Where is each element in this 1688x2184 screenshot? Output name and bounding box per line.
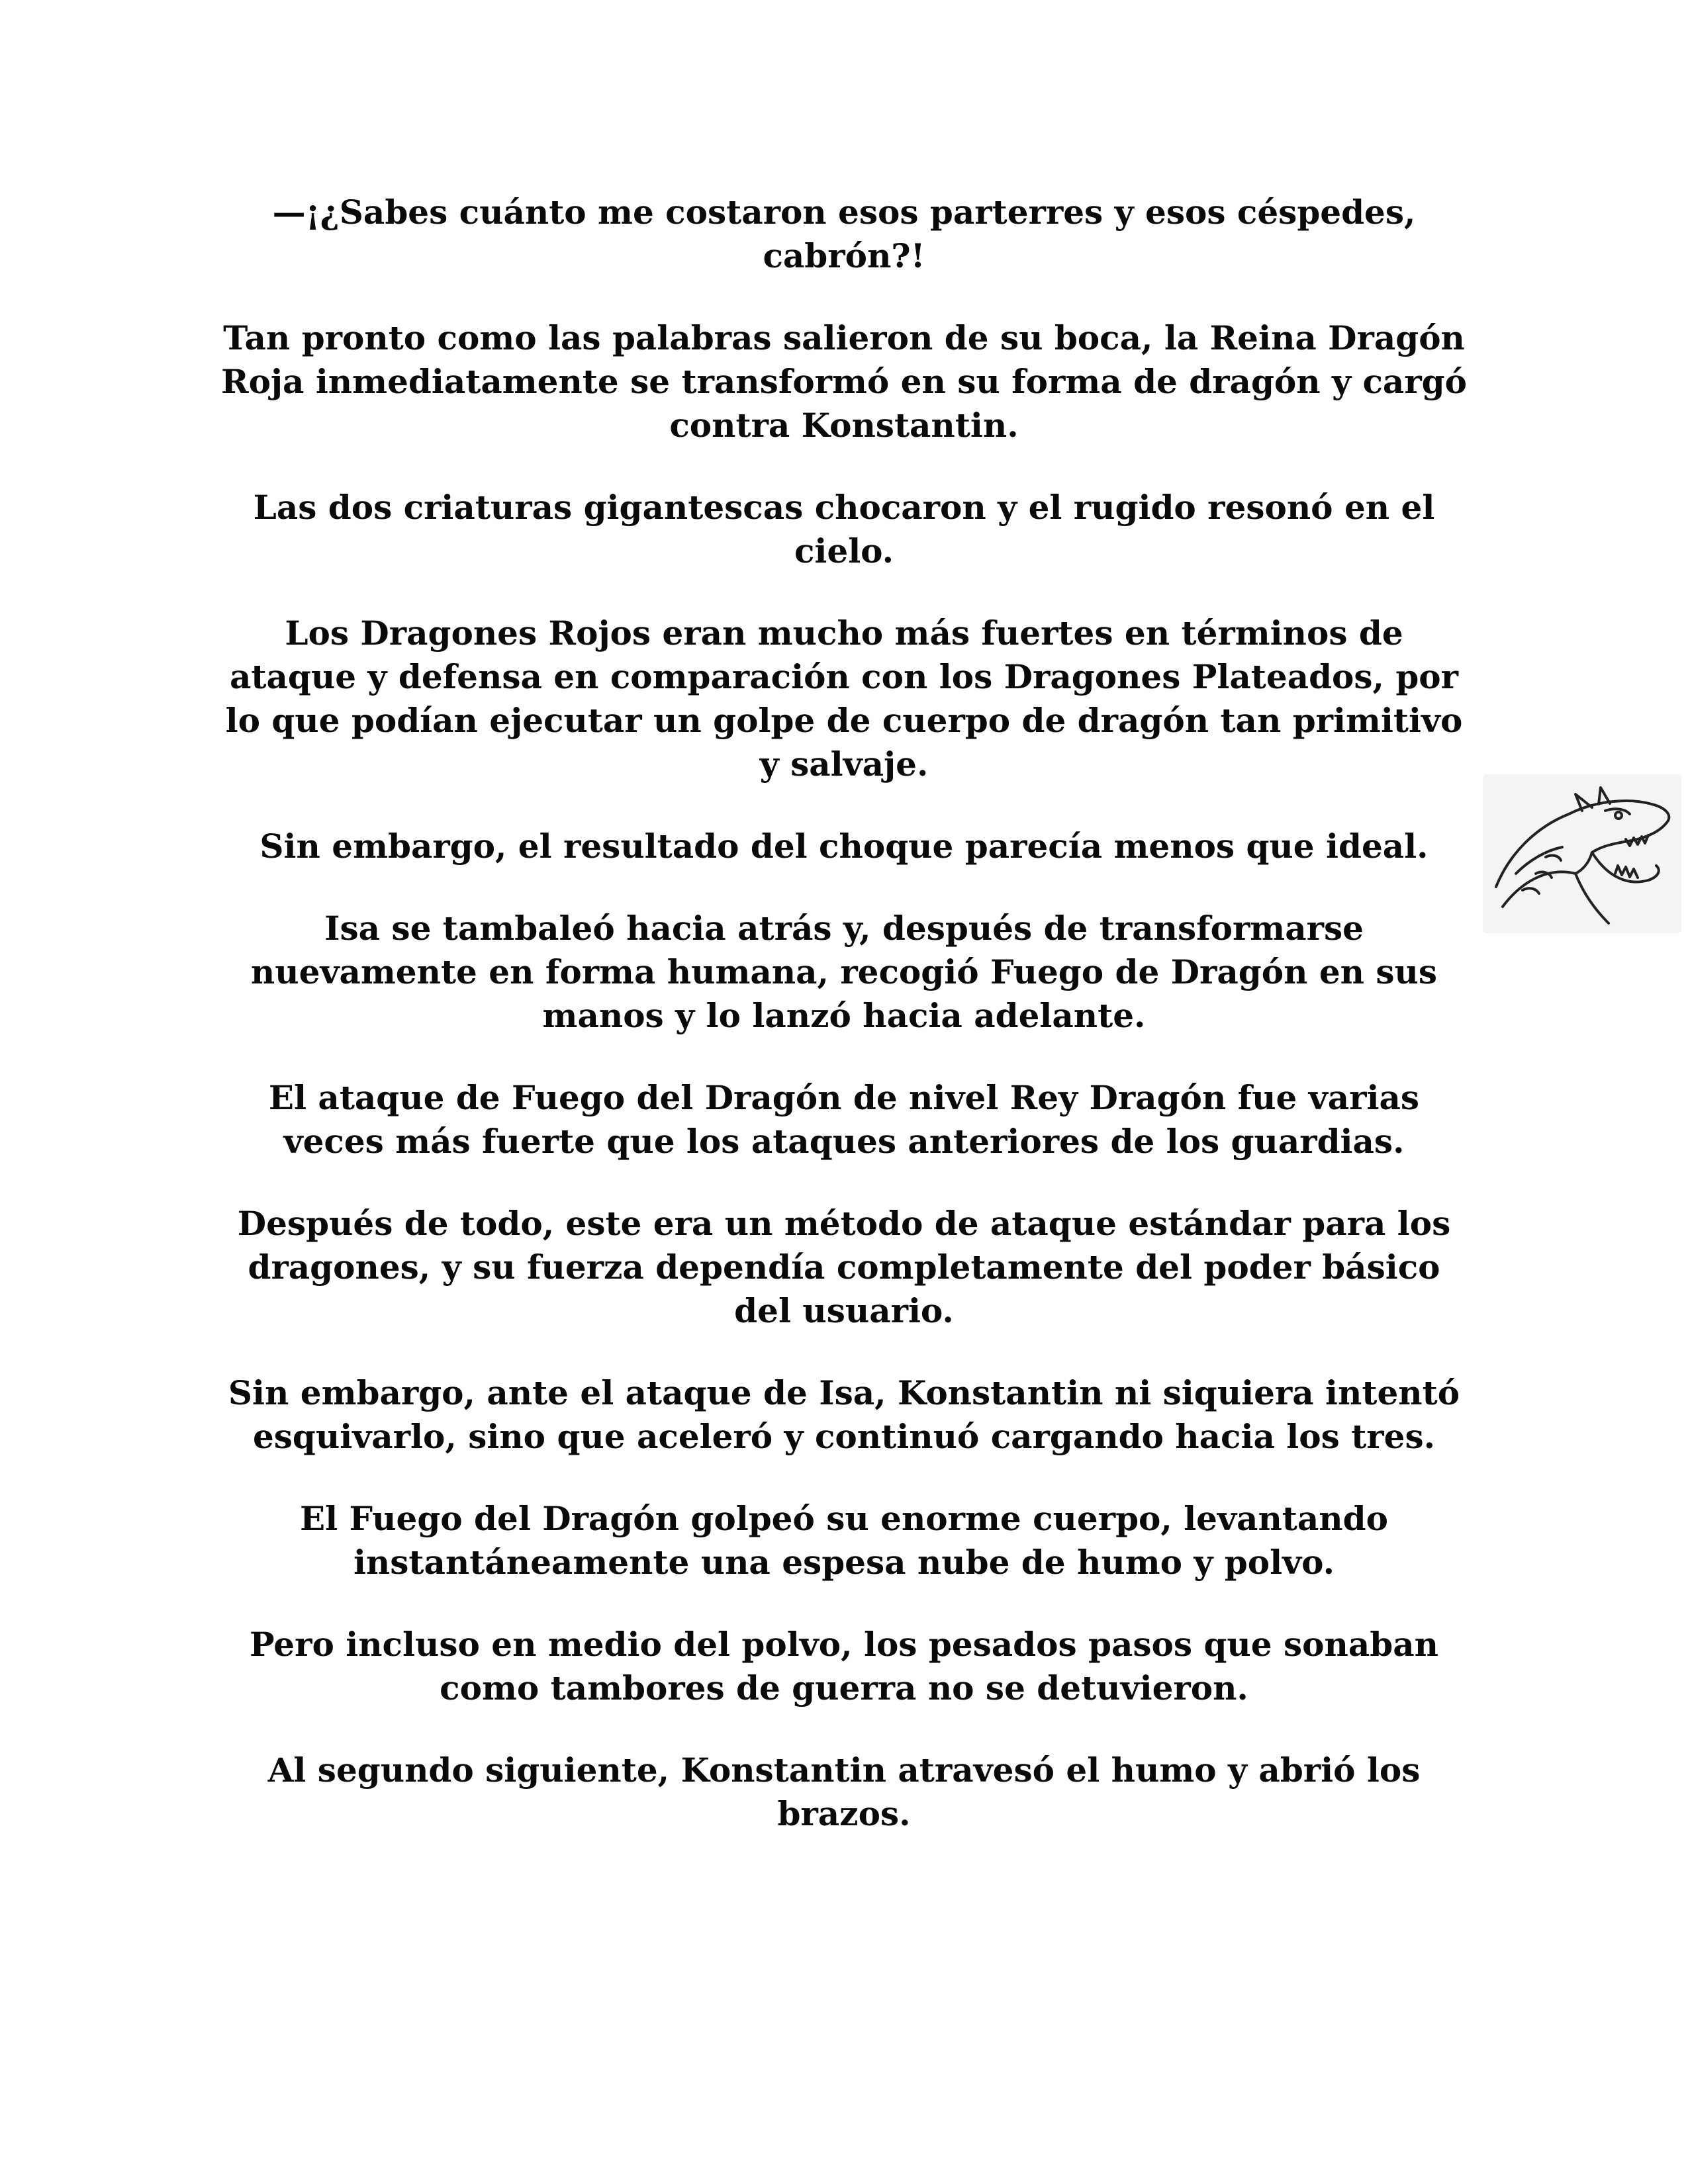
paragraph: Sin embargo, el resultado del choque parecía menos que ideal. (259, 827, 1429, 866)
paragraph: Tan pronto como las palabras salieron de su boca, la Reina Dragón Roja inmediatamente se transformó en su forma de dragón y cargó contra Konstantin. (221, 318, 1467, 445)
paragraph: El ataque de Fuego del Dragón de nivel Rey Dragón fue varias veces más fuerte que los ataques anteriores de los guardias. (268, 1078, 1420, 1161)
dragon-head-sketch-icon (1483, 774, 1681, 933)
paragraph: —¡¿Sabes cuánto me costaron esos parterres y esos céspedes, cabrón?! (272, 193, 1416, 275)
paragraph: Isa se tambaleó hacia atrás y, después de transformarse nuevamente en forma humana, recogió Fuego de Dragón en sus manos y lo lanzó hacia adelante. (250, 909, 1438, 1035)
paragraph: Sin embargo, ante el ataque de Isa, Konstantin ni siquiera intentó esquivarlo, sino que aceleró y continuó cargando hacia los tres. (228, 1373, 1460, 1456)
story-text (218, 191, 1470, 1874)
paragraph: Al segundo siguiente, Konstantin atravesó el humo y abrió los brazos. (267, 1751, 1421, 1833)
paragraph: Las dos criaturas gigantescas chocaron y el rugido resonó en el cielo. (253, 488, 1435, 570)
paragraph: El Fuego del Dragón golpeó su enorme cuerpo, levantando instantáneamente una espesa nube de humo y polvo. (300, 1499, 1388, 1582)
paragraph: Los Dragones Rojos eran mucho más fuertes en términos de ataque y defensa en comparación con los Dragones Plateados, por lo que podían ejecutar un golpe de cuerpo de dragón tan primitivo y salvaje. (225, 614, 1463, 784)
paragraph: Pero incluso en medio del polvo, los pesados pasos que sonaban como tambores de guerra no se detuvieron. (250, 1625, 1438, 1707)
paragraph: Después de todo, este era un método de ataque estándar para los dragones, y su fuerza dependía completamente del poder básico del usuario. (237, 1204, 1451, 1330)
